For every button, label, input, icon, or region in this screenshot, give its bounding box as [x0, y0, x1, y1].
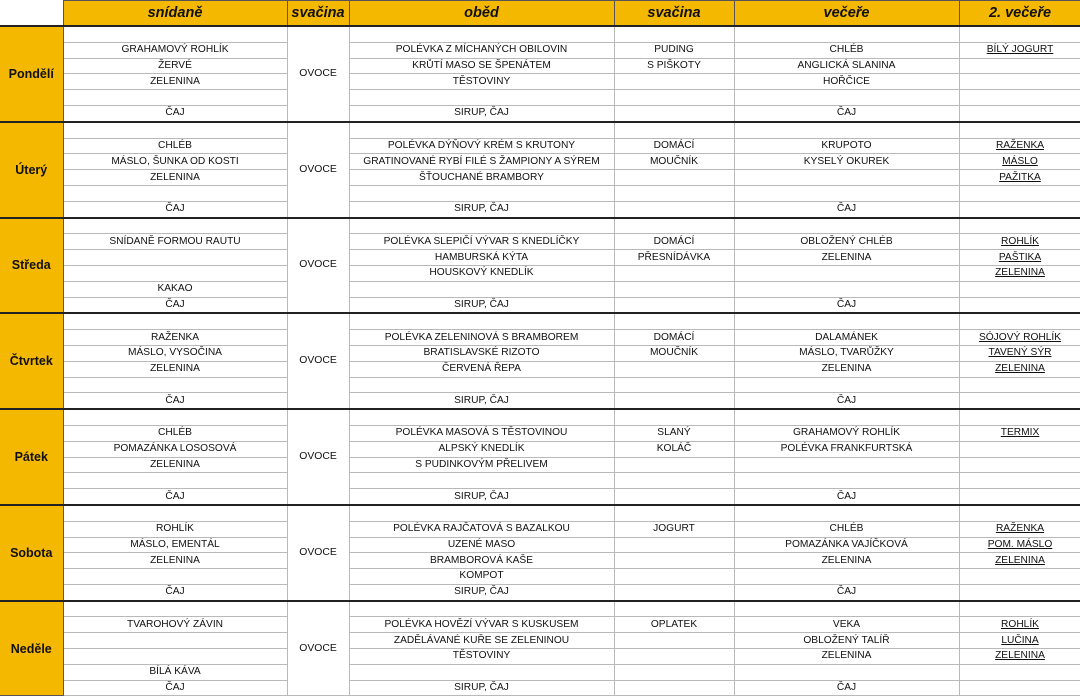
vecere-cell: ANGLICKÁ SLANINA: [734, 58, 959, 74]
vecere-cell: [734, 185, 959, 201]
vecere-cell: ČAJ: [734, 201, 959, 217]
svacina-2-cell: [614, 649, 734, 665]
vecere-2-cell: [959, 185, 1080, 201]
menu-row: [0, 90, 1080, 106]
menu-row: [0, 680, 1080, 696]
vecere-2-cell: POM. MÁSLO: [959, 537, 1080, 553]
day-label: Neděle: [0, 601, 63, 696]
vecere-2-cell: [959, 26, 1080, 42]
snidane-cell: MÁSLO, VYSOČINA: [63, 345, 287, 361]
snidane-cell: [63, 633, 287, 649]
obed-cell: ČERVENÁ ŘEPA: [349, 361, 614, 377]
vecere-2-cell: [959, 377, 1080, 393]
obed-cell: UZENÉ MASO: [349, 537, 614, 553]
menu-row: [0, 42, 1080, 58]
svacina-1-cell: OVOCE: [287, 122, 349, 218]
day-label: Pondělí: [0, 26, 63, 122]
svacina-2-cell: SLANÝ: [614, 425, 734, 441]
vecere-cell: [734, 505, 959, 521]
obed-cell: POLÉVKA Z MÍCHANÝCH OBILOVIN: [349, 42, 614, 58]
vecere-2-cell: ZELENINA: [959, 649, 1080, 665]
vecere-2-cell: RAŽENKA: [959, 138, 1080, 154]
menu-row: [0, 457, 1080, 473]
snidane-cell: ROHLÍK: [63, 521, 287, 537]
svacina-2-cell: [614, 457, 734, 473]
vecere-2-cell: [959, 441, 1080, 457]
svacina-2-cell: [614, 74, 734, 90]
menu-row: [0, 330, 1080, 346]
snidane-cell: [63, 601, 287, 617]
obed-cell: GRATINOVANÉ RYBÍ FILÉ S ŽAMPIONY A SÝREM: [349, 154, 614, 170]
vecere-2-cell: ROHLÍK: [959, 234, 1080, 250]
obed-cell: POLÉVKA SLEPIČÍ VÝVAR S KNEDLÍČKY: [349, 234, 614, 250]
menu-row: [0, 537, 1080, 553]
obed-cell: [349, 473, 614, 489]
menu-row: [0, 569, 1080, 585]
svacina-1-cell: OVOCE: [287, 505, 349, 601]
menu-row: [0, 617, 1080, 633]
obed-cell: HAMBURSKÁ KÝTA: [349, 250, 614, 266]
snidane-cell: KAKAO: [63, 281, 287, 297]
vecere-cell: ČAJ: [734, 680, 959, 696]
vecere-2-cell: ZELENINA: [959, 553, 1080, 569]
obed-cell: ŠŤOUCHANÉ BRAMBORY: [349, 170, 614, 186]
vecere-cell: [734, 601, 959, 617]
snidane-cell: ČAJ: [63, 680, 287, 696]
vecere-2-cell: [959, 489, 1080, 505]
vecere-2-cell: MÁSLO: [959, 154, 1080, 170]
menu-row: [0, 361, 1080, 377]
menu-row: [0, 58, 1080, 74]
menu-row: [0, 218, 1080, 234]
vecere-2-cell: [959, 74, 1080, 90]
vecere-2-cell: LUČINA: [959, 633, 1080, 649]
vecere-2-cell: BÍLÝ JOGURT: [959, 42, 1080, 58]
snidane-cell: ČAJ: [63, 489, 287, 505]
svacina-2-cell: [614, 473, 734, 489]
menu-row: [0, 393, 1080, 409]
svacina-2-cell: MOUČNÍK: [614, 154, 734, 170]
snidane-cell: [63, 90, 287, 106]
obed-cell: [349, 90, 614, 106]
obed-cell: POLÉVKA HOVĚZÍ VÝVAR S KUSKUSEM: [349, 617, 614, 633]
obed-cell: ZADĚLÁVANÉ KUŘE SE ZELENINOU: [349, 633, 614, 649]
obed-cell: POLÉVKA MASOVÁ S TĚSTOVINOU: [349, 425, 614, 441]
day-label: Středa: [0, 218, 63, 314]
vecere-cell: ZELENINA: [734, 361, 959, 377]
vecere-2-cell: [959, 105, 1080, 121]
menu-row: [0, 505, 1080, 521]
vecere-2-cell: TAVENÝ SÝR: [959, 345, 1080, 361]
vecere-2-cell: [959, 58, 1080, 74]
vecere-2-cell: [959, 90, 1080, 106]
obed-cell: [349, 409, 614, 425]
svacina-2-cell: [614, 361, 734, 377]
obed-cell: ALPSKÝ KNEDLÍK: [349, 441, 614, 457]
svacina-1-cell: OVOCE: [287, 313, 349, 409]
day-label: Úterý: [0, 122, 63, 218]
menu-row: [0, 201, 1080, 217]
obed-cell: [349, 313, 614, 329]
obed-cell: SIRUP, ČAJ: [349, 584, 614, 600]
obed-cell: S PUDINKOVÝM PŘELIVEM: [349, 457, 614, 473]
snidane-cell: ČAJ: [63, 584, 287, 600]
vecere-2-cell: [959, 584, 1080, 600]
snidane-cell: ZELENINA: [63, 553, 287, 569]
vecere-cell: CHLÉB: [734, 521, 959, 537]
snidane-cell: [63, 649, 287, 665]
snidane-cell: [63, 265, 287, 281]
snidane-cell: BÍLÁ KÁVA: [63, 664, 287, 680]
svacina-2-cell: [614, 680, 734, 696]
vecere-cell: [734, 377, 959, 393]
snidane-cell: ČAJ: [63, 201, 287, 217]
obed-cell: [349, 281, 614, 297]
svacina-2-cell: [614, 393, 734, 409]
vecere-cell: [734, 473, 959, 489]
vecere-2-cell: [959, 218, 1080, 234]
obed-cell: [349, 26, 614, 42]
vecere-2-cell: ZELENINA: [959, 265, 1080, 281]
vecere-cell: [734, 281, 959, 297]
menu-row: [0, 425, 1080, 441]
menu-row: [0, 74, 1080, 90]
svacina-2-cell: [614, 122, 734, 138]
vecere-cell: [734, 664, 959, 680]
header-vecere: večeře: [734, 1, 959, 27]
menu-row: [0, 489, 1080, 505]
header-snidane: snídaně: [63, 1, 287, 27]
obed-cell: [349, 664, 614, 680]
vecere-2-cell: [959, 393, 1080, 409]
svacina-1-cell: OVOCE: [287, 601, 349, 696]
vecere-2-cell: [959, 297, 1080, 313]
vecere-2-cell: [959, 409, 1080, 425]
svacina-2-cell: [614, 218, 734, 234]
menu-body: [0, 26, 1080, 696]
vecere-cell: POMAZÁNKA VAJÍČKOVÁ: [734, 537, 959, 553]
snidane-cell: POMAZÁNKA LOSOSOVÁ: [63, 441, 287, 457]
menu-row: [0, 250, 1080, 266]
snidane-cell: [63, 185, 287, 201]
vecere-cell: GRAHAMOVÝ ROHLÍK: [734, 425, 959, 441]
vecere-cell: DALAMÁNEK: [734, 330, 959, 346]
vecere-cell: OBLOŽENÝ TALÍŘ: [734, 633, 959, 649]
vecere-cell: ČAJ: [734, 584, 959, 600]
menu-row: [0, 138, 1080, 154]
snidane-cell: [63, 505, 287, 521]
menu-row: [0, 170, 1080, 186]
obed-cell: [349, 218, 614, 234]
vecere-cell: ZELENINA: [734, 250, 959, 266]
snidane-cell: ČAJ: [63, 393, 287, 409]
menu-row: [0, 584, 1080, 600]
vecere-2-cell: PAŽITKA: [959, 170, 1080, 186]
svacina-2-cell: [614, 26, 734, 42]
menu-row: [0, 26, 1080, 42]
menu-row: [0, 377, 1080, 393]
menu-row: [0, 234, 1080, 250]
obed-cell: POLÉVKA RAJČATOVÁ S BAZALKOU: [349, 521, 614, 537]
svacina-2-cell: [614, 489, 734, 505]
obed-cell: [349, 122, 614, 138]
vecere-2-cell: ZELENINA: [959, 361, 1080, 377]
snidane-cell: CHLÉB: [63, 138, 287, 154]
svacina-2-cell: [614, 505, 734, 521]
vecere-cell: POLÉVKA FRANKFURTSKÁ: [734, 441, 959, 457]
menu-row: [0, 122, 1080, 138]
vecere-2-cell: [959, 569, 1080, 585]
svacina-2-cell: DOMÁCÍ: [614, 138, 734, 154]
vecere-cell: CHLÉB: [734, 42, 959, 58]
menu-row: [0, 633, 1080, 649]
vecere-cell: [734, 409, 959, 425]
vecere-2-cell: [959, 122, 1080, 138]
obed-cell: SIRUP, ČAJ: [349, 489, 614, 505]
snidane-cell: ČAJ: [63, 105, 287, 121]
svacina-2-cell: [614, 170, 734, 186]
obed-cell: SIRUP, ČAJ: [349, 393, 614, 409]
menu-row: [0, 473, 1080, 489]
snidane-cell: ŽERVÉ: [63, 58, 287, 74]
svacina-2-cell: [614, 584, 734, 600]
svacina-2-cell: [614, 664, 734, 680]
snidane-cell: [63, 313, 287, 329]
menu-row: [0, 185, 1080, 201]
obed-cell: TĚSTOVINY: [349, 649, 614, 665]
vecere-cell: [734, 457, 959, 473]
vecere-2-cell: [959, 201, 1080, 217]
obed-cell: [349, 377, 614, 393]
menu-row: [0, 154, 1080, 170]
vecere-2-cell: [959, 680, 1080, 696]
vecere-2-cell: [959, 473, 1080, 489]
vecere-cell: KYSELÝ OKUREK: [734, 154, 959, 170]
snidane-cell: [63, 473, 287, 489]
svacina-2-cell: JOGURT: [614, 521, 734, 537]
menu-row: [0, 441, 1080, 457]
vecere-cell: [734, 569, 959, 585]
vecere-cell: ZELENINA: [734, 553, 959, 569]
header-corner: [0, 1, 63, 27]
vecere-2-cell: PAŠTIKA: [959, 250, 1080, 266]
snidane-cell: ZELENINA: [63, 170, 287, 186]
vecere-cell: ČAJ: [734, 297, 959, 313]
snidane-cell: [63, 569, 287, 585]
obed-cell: POLÉVKA ZELENINOVÁ S BRAMBOREM: [349, 330, 614, 346]
svacina-2-cell: [614, 297, 734, 313]
snidane-cell: ZELENINA: [63, 74, 287, 90]
svacina-1-cell: OVOCE: [287, 218, 349, 314]
svacina-2-cell: S PIŠKOTY: [614, 58, 734, 74]
vecere-cell: [734, 313, 959, 329]
svacina-2-cell: [614, 90, 734, 106]
vecere-2-cell: [959, 457, 1080, 473]
snidane-cell: [63, 26, 287, 42]
header-obed: oběd: [349, 1, 614, 27]
snidane-cell: MÁSLO, EMENTÁL: [63, 537, 287, 553]
obed-cell: [349, 185, 614, 201]
snidane-cell: [63, 250, 287, 266]
obed-cell: BRAMBOROVÁ KAŠE: [349, 553, 614, 569]
menu-row: [0, 265, 1080, 281]
snidane-cell: GRAHAMOVÝ ROHLÍK: [63, 42, 287, 58]
vecere-cell: ČAJ: [734, 105, 959, 121]
svacina-2-cell: [614, 553, 734, 569]
snidane-cell: ČAJ: [63, 297, 287, 313]
vecere-2-cell: ROHLÍK: [959, 617, 1080, 633]
svacina-2-cell: [614, 537, 734, 553]
menu-row: [0, 345, 1080, 361]
vecere-cell: [734, 26, 959, 42]
svacina-2-cell: [614, 265, 734, 281]
header-row: [0, 1, 1080, 27]
vecere-cell: [734, 170, 959, 186]
svacina-2-cell: DOMÁCÍ: [614, 330, 734, 346]
vecere-cell: [734, 265, 959, 281]
obed-cell: KOMPOT: [349, 569, 614, 585]
snidane-cell: [63, 122, 287, 138]
obed-cell: KRŮTÍ MASO SE ŠPENÁTEM: [349, 58, 614, 74]
menu-row: [0, 601, 1080, 617]
snidane-cell: MÁSLO, ŠUNKA OD KOSTI: [63, 154, 287, 170]
vecere-cell: ZELENINA: [734, 649, 959, 665]
menu-row: [0, 297, 1080, 313]
obed-cell: SIRUP, ČAJ: [349, 105, 614, 121]
menu-row: [0, 313, 1080, 329]
svacina-2-cell: OPLATEK: [614, 617, 734, 633]
svacina-2-cell: KOLÁČ: [614, 441, 734, 457]
menu-row: [0, 521, 1080, 537]
menu-row: [0, 281, 1080, 297]
vecere-cell: HOŘČICE: [734, 74, 959, 90]
snidane-cell: ZELENINA: [63, 457, 287, 473]
vecere-cell: [734, 122, 959, 138]
obed-cell: [349, 601, 614, 617]
snidane-cell: SNÍDANĚ FORMOU RAUTU: [63, 234, 287, 250]
obed-cell: BRATISLAVSKÉ RIZOTO: [349, 345, 614, 361]
header-svacina-1: svačina: [287, 1, 349, 27]
menu-row: [0, 664, 1080, 680]
svacina-2-cell: [614, 601, 734, 617]
day-label: Pátek: [0, 409, 63, 505]
vecere-cell: KRUPOTO: [734, 138, 959, 154]
vecere-cell: MÁSLO, TVARŮŽKY: [734, 345, 959, 361]
day-label: Čtvrtek: [0, 313, 63, 409]
day-label: Sobota: [0, 505, 63, 601]
vecere-2-cell: [959, 505, 1080, 521]
snidane-cell: TVAROHOVÝ ZÁVIN: [63, 617, 287, 633]
svacina-2-cell: [614, 409, 734, 425]
svacina-2-cell: [614, 569, 734, 585]
vecere-cell: ČAJ: [734, 393, 959, 409]
svacina-2-cell: [614, 313, 734, 329]
obed-cell: [349, 505, 614, 521]
menu-row: [0, 649, 1080, 665]
menu-row: [0, 553, 1080, 569]
obed-cell: POLÉVKA DÝŇOVÝ KRÉM S KRUTONY: [349, 138, 614, 154]
vecere-2-cell: [959, 664, 1080, 680]
vecere-cell: VEKA: [734, 617, 959, 633]
svacina-2-cell: [614, 201, 734, 217]
obed-cell: TĚSTOVINY: [349, 74, 614, 90]
vecere-cell: [734, 90, 959, 106]
svacina-2-cell: [614, 377, 734, 393]
vecere-2-cell: [959, 281, 1080, 297]
vecere-cell: [734, 218, 959, 234]
obed-cell: SIRUP, ČAJ: [349, 201, 614, 217]
svacina-2-cell: [614, 633, 734, 649]
svacina-2-cell: [614, 105, 734, 121]
menu-row: [0, 105, 1080, 121]
vecere-2-cell: SÓJOVÝ ROHLÍK: [959, 330, 1080, 346]
snidane-cell: [63, 409, 287, 425]
vecere-2-cell: [959, 601, 1080, 617]
snidane-cell: [63, 218, 287, 234]
vecere-cell: ČAJ: [734, 489, 959, 505]
snidane-cell: CHLÉB: [63, 425, 287, 441]
obed-cell: SIRUP, ČAJ: [349, 297, 614, 313]
vecere-2-cell: TERMIX: [959, 425, 1080, 441]
svacina-2-cell: MOUČNÍK: [614, 345, 734, 361]
header-svacina-2: svačina: [614, 1, 734, 27]
svacina-1-cell: OVOCE: [287, 26, 349, 122]
svacina-2-cell: [614, 281, 734, 297]
header-2-vecere: 2. večeře: [959, 1, 1080, 27]
svacina-2-cell: PŘESNÍDÁVKA: [614, 250, 734, 266]
svacina-2-cell: PUDING: [614, 42, 734, 58]
obed-cell: SIRUP, ČAJ: [349, 680, 614, 696]
snidane-cell: RAŽENKA: [63, 330, 287, 346]
vecere-cell: OBLOŽENÝ CHLÉB: [734, 234, 959, 250]
obed-cell: HOUSKOVÝ KNEDLÍK: [349, 265, 614, 281]
svacina-2-cell: [614, 185, 734, 201]
snidane-cell: ZELENINA: [63, 361, 287, 377]
menu-row: [0, 409, 1080, 425]
snidane-cell: [63, 377, 287, 393]
vecere-2-cell: RAŽENKA: [959, 521, 1080, 537]
svacina-2-cell: DOMÁCÍ: [614, 234, 734, 250]
svacina-1-cell: OVOCE: [287, 409, 349, 505]
vecere-2-cell: [959, 313, 1080, 329]
